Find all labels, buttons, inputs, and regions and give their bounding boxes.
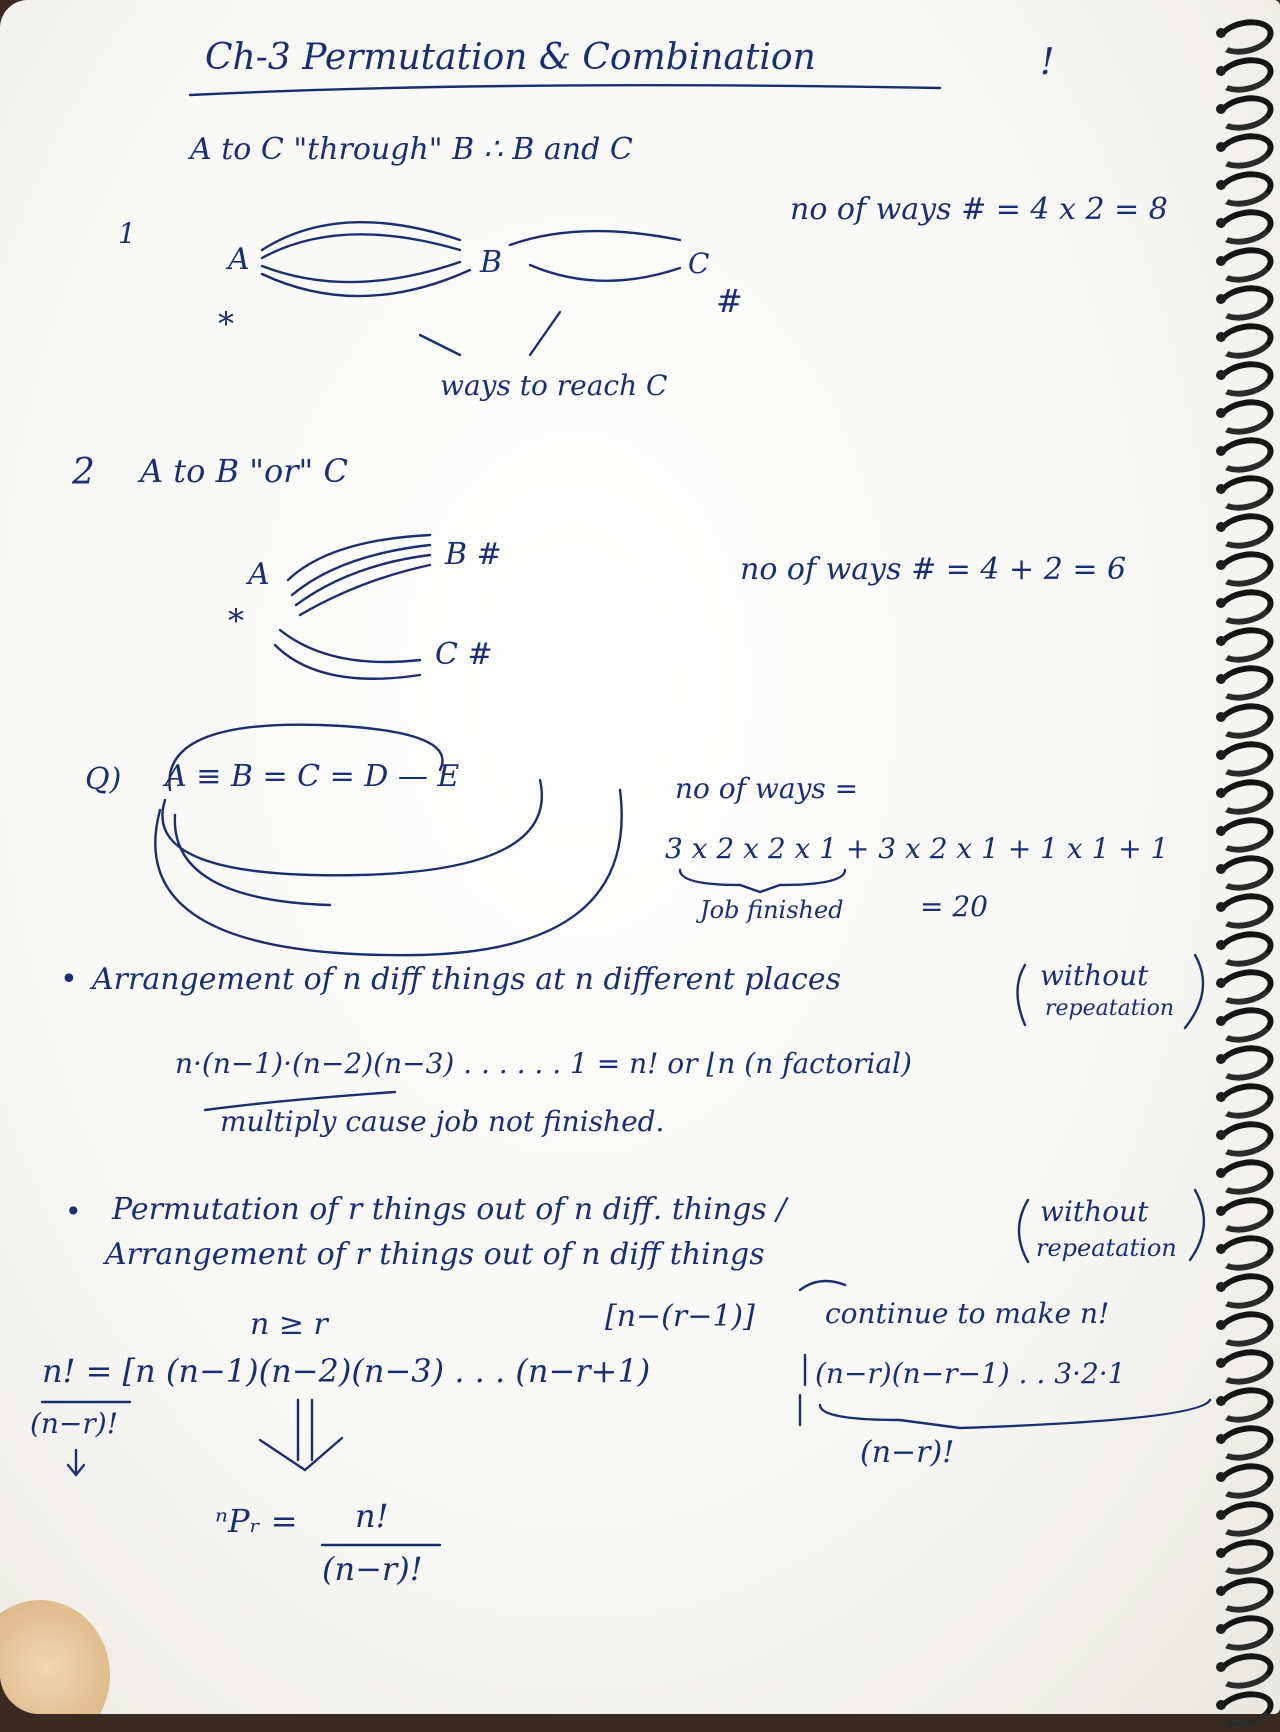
permutation-continue-note: continue to make n!: [825, 1297, 1110, 1330]
exampleq-expression: 3 x 2 x 2 x 1 + 3 x 2 x 1 + 1 x 1 + 1: [665, 832, 1169, 865]
binding-hole: [1216, 218, 1226, 228]
arc-ab-3: [262, 262, 460, 282]
loop-ad: [162, 780, 541, 875]
binding-hole: [1216, 940, 1226, 950]
final-formula-lhs: ⁿPᵣ =: [215, 1502, 298, 1540]
example2-star: *: [228, 602, 244, 640]
arc-ab-2: [262, 234, 460, 258]
example1-node-b: B: [480, 245, 503, 280]
example1-hash: #: [716, 282, 743, 320]
binding-hole: [1216, 750, 1226, 760]
paren-2-right: [1190, 1190, 1204, 1260]
binding-hole: [1216, 636, 1226, 646]
binding-hole: [1216, 66, 1226, 76]
binding-hole: [1216, 1054, 1226, 1064]
arc-bc-2: [530, 265, 680, 281]
top-right-tick: !: [1040, 42, 1055, 83]
double-arrow-head: [260, 1438, 342, 1470]
pointer-right: [530, 312, 560, 355]
example2-result: no of ways # = 4 + 2 = 6: [740, 552, 1127, 587]
example2-node-a: A: [248, 557, 270, 592]
exampleq-brace-caption: Job finished: [700, 896, 844, 924]
binding-hole: [1216, 256, 1226, 266]
binding-hole: [1216, 28, 1226, 38]
page-title: Ch-3 Permutation & Combination: [205, 37, 816, 78]
arc-bc-1: [510, 231, 680, 245]
binding-hole: [1216, 1396, 1226, 1406]
permutation-bullet: •: [65, 1195, 82, 1228]
binding-hole: [1216, 1168, 1226, 1178]
arc-2ac-1: [280, 630, 420, 662]
continue-arrow: [800, 1281, 845, 1290]
arrangement-note-line1: without: [1040, 959, 1149, 992]
exampleq-label: Q): [85, 762, 122, 797]
binding-hole: [1216, 712, 1226, 722]
example2-number: 2: [72, 452, 95, 493]
permutation-bracket-note: [n−(r−1)]: [605, 1299, 755, 1334]
binding-hole: [1216, 484, 1226, 494]
binding-hole: [1216, 1472, 1226, 1482]
arc-ab-4: [262, 270, 470, 296]
binding-hole: [1216, 788, 1226, 798]
binding-hole: [1216, 1206, 1226, 1216]
binding-hole: [1216, 370, 1226, 380]
binding-hole: [1216, 1282, 1226, 1292]
binding-hole: [1216, 560, 1226, 570]
permutation-note-line1: without: [1040, 1195, 1149, 1228]
binding-hole: [1216, 1510, 1226, 1520]
binding-hole: [1216, 332, 1226, 342]
binding-hole: [1216, 180, 1226, 190]
binding-hole: [1216, 1092, 1226, 1102]
exampleq-total: = 20: [920, 890, 988, 923]
permutation-note-line2: repeatation: [1036, 1234, 1177, 1262]
arrangement-note-line2: repeatation: [1045, 996, 1175, 1021]
paren-1-left: [1018, 965, 1026, 1025]
brace-job: [680, 870, 845, 892]
binding-hole: [1216, 1358, 1226, 1368]
binding-hole: [1216, 1548, 1226, 1558]
binding-hole: [1216, 1434, 1226, 1444]
binding-hole: [1216, 1624, 1226, 1634]
loop-ae-2: [175, 815, 330, 905]
binding-hole: [1216, 864, 1226, 874]
loop-ae: [155, 790, 621, 955]
final-formula-denominator: (n−r)!: [322, 1550, 423, 1588]
example1-node-c: C: [688, 247, 710, 280]
permutation-expansion-right: (n−r)(n−r−1) . . 3·2·1: [815, 1357, 1126, 1390]
example1-caption: ways to reach C: [440, 369, 668, 402]
paren-1-right: [1185, 955, 1203, 1028]
exampleq-result-label: no of ways =: [675, 772, 859, 805]
binding-hole: [1216, 598, 1226, 608]
binding-hole: [1216, 826, 1226, 836]
exampleq-chain: A ≡ B = C = D — E: [165, 759, 460, 794]
permutation-line2: Arrangement of r things out of n diff things: [105, 1237, 765, 1272]
permutation-condition: n ≥ r: [250, 1307, 328, 1342]
spiral-binding: [1210, 0, 1280, 1714]
arc-2ab-3: [296, 555, 430, 605]
brace-factorial: [820, 1400, 1210, 1428]
example1-result: no of ways # = 4 x 2 = 8: [790, 192, 1168, 227]
example2-node-b: B #: [445, 537, 502, 572]
binding-hole: [1216, 294, 1226, 304]
permutation-line1: Permutation of r things out of n diff. things /: [112, 1192, 787, 1227]
binding-hole: [1216, 446, 1226, 456]
binding-hole: [1216, 1586, 1226, 1596]
binding-hole: [1216, 408, 1226, 418]
binding-hole: [1216, 522, 1226, 532]
arrangement-caption: multiply cause job not finished.: [220, 1105, 665, 1138]
binding-hole: [1216, 104, 1226, 114]
binding-hole: [1216, 902, 1226, 912]
binding-hole: [1216, 1016, 1226, 1026]
example1-node-a: A: [228, 242, 250, 277]
paren-2-left: [1019, 1200, 1028, 1262]
example2-heading: A to B "or" C: [140, 452, 348, 490]
permutation-lhs-denominator: (n−r)!: [30, 1407, 118, 1440]
permutation-brace-caption: (n−r)!: [860, 1435, 955, 1470]
arrangement-bullet: •: [60, 962, 78, 997]
arrangement-formula: n·(n−1)·(n−2)(n−3) . . . . . . 1 = n! or ⌊n (n factorial): [175, 1047, 912, 1080]
pointer-left: [420, 335, 460, 355]
binding-hole: [1216, 674, 1226, 684]
title-underline: [190, 85, 940, 95]
final-formula-numerator: n!: [355, 1497, 389, 1535]
binding-hole: [1216, 978, 1226, 988]
example2-node-c: C #: [435, 637, 493, 672]
arrangement-line: Arrangement of n diff things at n different places: [92, 962, 841, 997]
binding-hole: [1216, 1320, 1226, 1330]
binding-hole: [1216, 1700, 1226, 1710]
example1-star: *: [218, 305, 234, 343]
binding-hole: [1216, 1130, 1226, 1140]
binding-hole: [1216, 1244, 1226, 1254]
binding-hole: [1216, 142, 1226, 152]
permutation-expansion-left: n! = [n (n−1)(n−2)(n−3) . . . (n−r+1): [42, 1352, 651, 1390]
example1-heading: A to C "through" B ∴ B and C: [190, 132, 633, 167]
binding-hole: [1216, 1662, 1226, 1672]
example1-number: 1: [118, 217, 136, 250]
